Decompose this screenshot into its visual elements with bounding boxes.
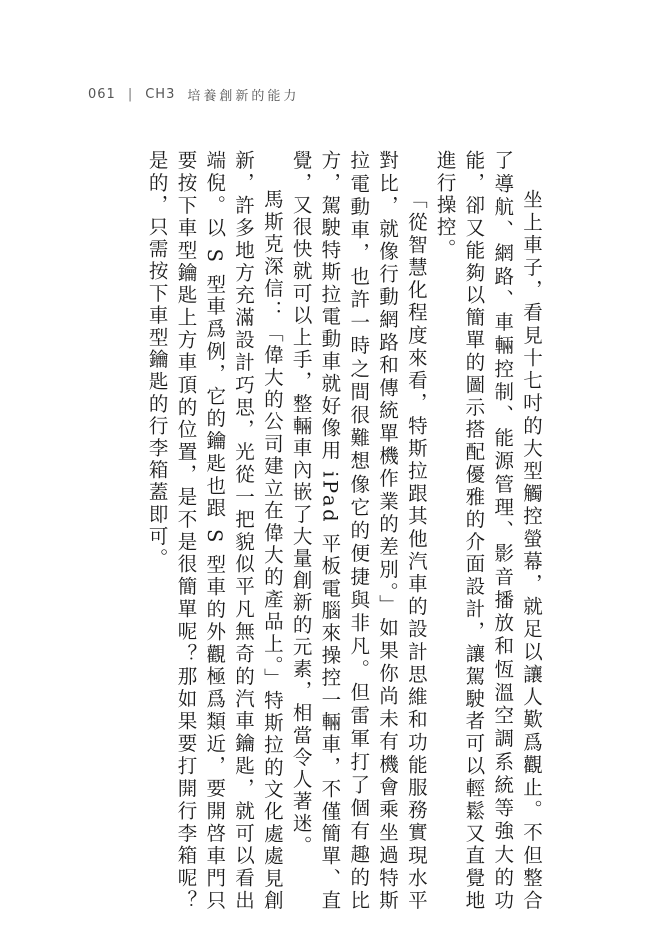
running-header [88, 84, 299, 104]
paragraph-1: 坐上車子，看見十七吋的大型觸控螢幕，就足以讓人歎爲觀止。不但整合了導航、網路、車輛控制、能源管理、影音播放和恆溫空調系統等強大的功能，卻又能夠以簡單的圖示搭配優雅的介面設計，讓駕駛者可以輕鬆又直覺地進行操控。 [433, 150, 543, 912]
chapter-title: 培養創新的能力 [187, 88, 300, 104]
chapter-label: CH3 [145, 86, 176, 102]
paragraph-3: 馬斯克深信：「偉大的公司建立在偉大的產品上。」特斯拉的文化處處見創新，許多地方充滿設計巧思，光從一把貌似平凡無奇的汽車鑰匙，就可以看出端倪。以 S 型車爲例，它的鑰匙也跟 S 型車的外觀極爲類近，要開啓車門只要按下車型鑰匙上方車頂的位置，是不是很簡單呢？那如果要打開行李箱呢？是的，只需按下車型鑰匙的行李箱蓋即可。 [145, 150, 284, 912]
paragraph-2: 「從智慧化程度來看，特斯拉跟其他汽車的設計思維和功能服務實現水平對比，就像行動網路和傳統單機作業的差別。」如果你尚未有機會乘坐過特斯拉電動車，也許一時之間很難想像它的便捷與非凡。但雷軍打了個有趣的比方，駕駛特斯拉電動車就好像用 iPad 平板電腦來操控一輛車，不僅簡單、直覺，又很快就可以上手，整輛車內嵌了大量創新的元素，相當令人著迷。 [289, 150, 428, 912]
page-number: 061 [88, 86, 116, 102]
vertical-text-body [142, 150, 545, 912]
header-separator: | [127, 86, 134, 102]
